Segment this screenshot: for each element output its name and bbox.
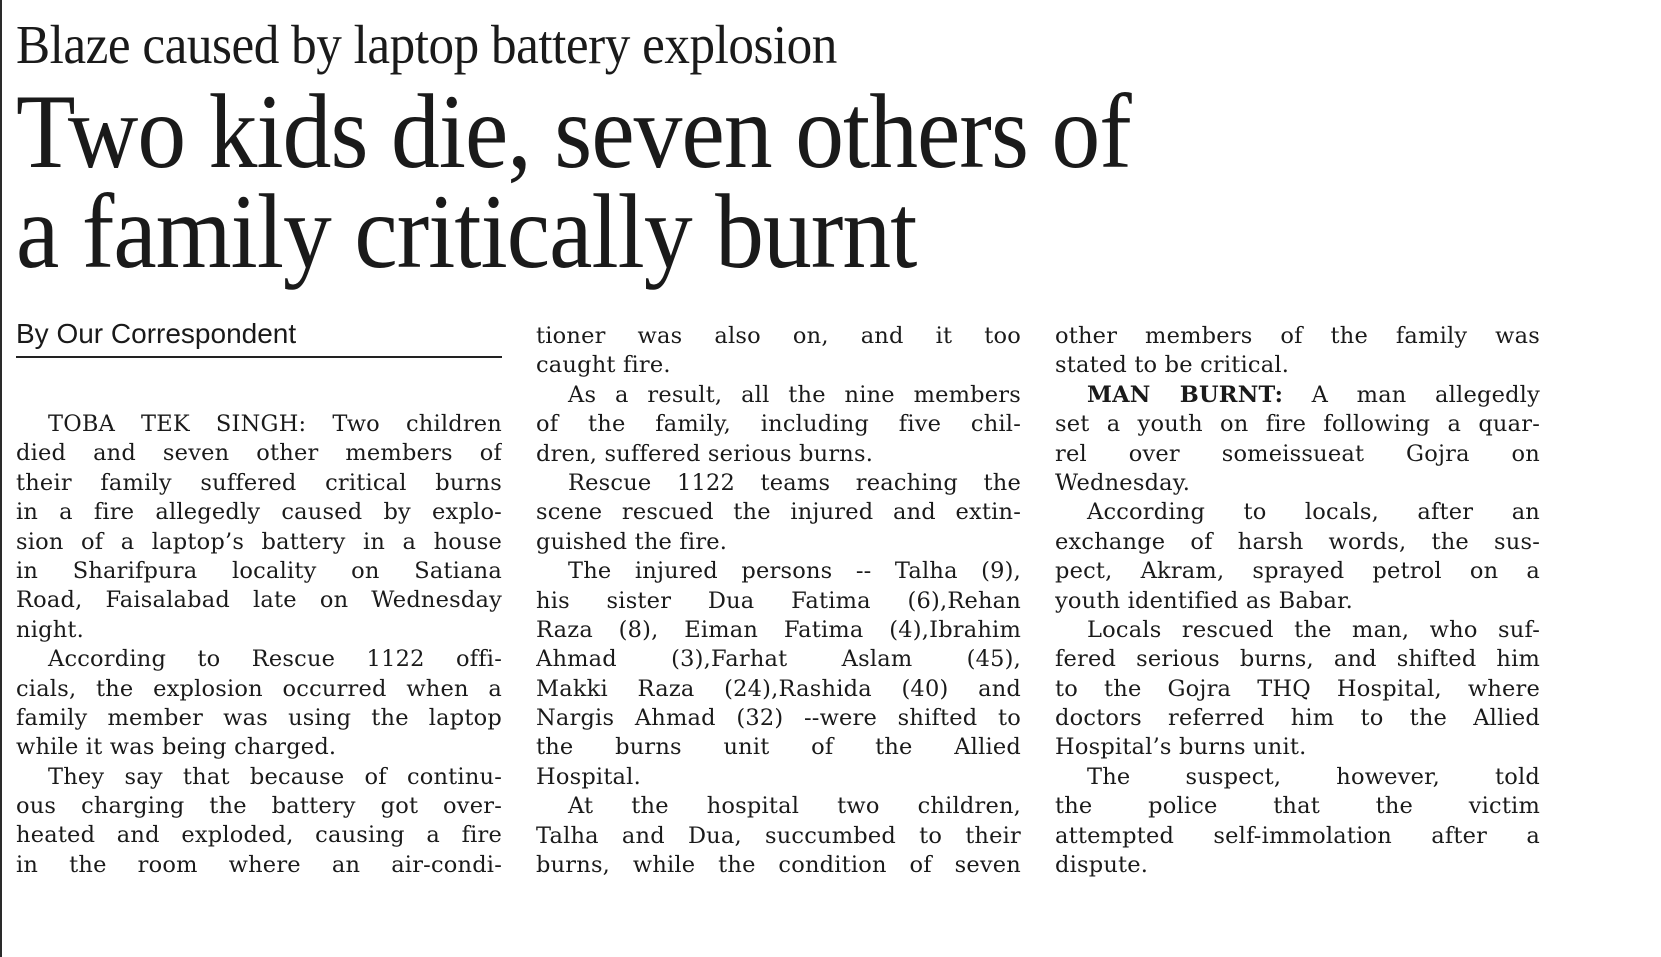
line-text: died and seven other members of	[16, 440, 502, 467]
line-text: Talha and Dua, succumbed to their	[536, 822, 1021, 849]
text-line	[536, 675, 1021, 704]
line-text: Locals rescued the man, who suf-	[1087, 616, 1540, 643]
line-text: ous charging the battery got over-	[16, 793, 502, 820]
text-line	[16, 528, 502, 557]
subhead-lead: MAN BURNT:	[1087, 381, 1284, 408]
line-text: caught fire.	[536, 352, 671, 379]
line-text: night.	[16, 616, 84, 643]
line-text: other members of the family was	[1055, 323, 1540, 349]
text-line	[1055, 792, 1540, 821]
line-text: They say that because of continu-	[48, 763, 502, 790]
text-line	[16, 792, 502, 821]
line-text: Hospital’s burns unit.	[1055, 734, 1307, 761]
line-text: The suspect, however, told	[1087, 763, 1540, 790]
line-text: while it was being charged.	[16, 734, 337, 761]
text-line	[16, 645, 502, 674]
line-text: As a result, all the nine members	[568, 381, 1021, 408]
text-line	[1055, 704, 1540, 733]
line-text: Ahmad (3),Farhat Aslam (45),	[536, 646, 1021, 673]
headline-line-2: a family critically burnt	[16, 173, 917, 290]
line-text: in Sharifpura locality on Satiana	[16, 557, 502, 584]
line-text: Hospital.	[536, 763, 641, 790]
line-text: Raza (8), Eiman Fatima (4),Ibrahim	[536, 616, 1021, 643]
article-column-3	[1055, 322, 1540, 880]
line-text: TOBA TEK SINGH: Two children	[48, 411, 502, 437]
line-text: At the hospital two children,	[568, 793, 1021, 820]
left-border-rule	[0, 0, 2, 957]
text-line	[16, 851, 502, 880]
text-line	[536, 733, 1021, 762]
text-line	[16, 821, 502, 850]
text-line	[16, 616, 502, 645]
line-text: burns, while the condition of seven	[536, 852, 1021, 879]
text-line	[1055, 851, 1540, 880]
line-text: The injured persons -- Talha (9),	[568, 558, 1021, 585]
line-text: fered serious burns, and shifted him	[1055, 646, 1540, 673]
text-line	[536, 498, 1021, 527]
kicker-headline: Blaze caused by laptop battery explosion	[16, 14, 837, 75]
line-text: Road, Faisalabad late on Wednesday	[16, 587, 502, 614]
text-line	[1055, 587, 1540, 616]
text-line	[536, 851, 1021, 880]
line-text: family member was using the laptop	[16, 704, 502, 731]
line-text: in a fire allegedly caused by explo-	[16, 499, 502, 526]
line-text: dispute.	[1055, 852, 1149, 879]
line-text: stated to be critical.	[1055, 352, 1290, 379]
text-line	[1055, 557, 1540, 586]
line-text: Makki Raza (24),Rashida (40) and	[536, 675, 1021, 702]
text-line	[536, 381, 1021, 410]
text-line	[536, 351, 1021, 380]
text-line	[1055, 322, 1540, 351]
line-text: A man allegedly	[1283, 381, 1540, 408]
text-line	[1055, 675, 1540, 704]
text-line	[1055, 381, 1540, 410]
text-line	[536, 557, 1021, 586]
line-text: the burns unit of the Allied	[536, 734, 1021, 761]
text-line	[536, 763, 1021, 792]
text-line	[536, 587, 1021, 616]
article-column-2	[536, 322, 1021, 880]
text-line	[16, 763, 502, 792]
line-text: Wednesday.	[1055, 469, 1191, 496]
text-line	[1055, 528, 1540, 557]
line-text: set a youth on fire following a quar-	[1055, 411, 1540, 438]
text-line	[536, 704, 1021, 733]
text-line	[16, 704, 502, 733]
text-line	[16, 675, 502, 704]
line-text: to the Gojra THQ Hospital, where	[1055, 675, 1540, 702]
text-line	[16, 586, 502, 615]
headline-line-1: Two kids die, seven others of	[16, 73, 1131, 190]
line-text: dren, suffered serious burns.	[536, 440, 874, 467]
text-line	[1055, 616, 1540, 645]
text-line	[16, 498, 502, 527]
text-line	[536, 792, 1021, 821]
text-line	[1055, 763, 1540, 792]
line-text: their family suffered critical burns	[16, 469, 502, 496]
line-text: heated and exploded, causing a fire	[16, 822, 502, 849]
line-text: tioner was also on, and it too	[536, 323, 1021, 349]
line-text: in the room where an air-condi-	[16, 851, 502, 878]
line-text: of the family, including five chil-	[536, 411, 1021, 438]
line-text: According to locals, after an	[1087, 499, 1540, 526]
line-text: cials, the explosion occurred when a	[16, 675, 502, 702]
text-line	[1055, 410, 1540, 439]
text-line	[16, 557, 502, 586]
text-line	[1055, 440, 1540, 469]
byline: By Our Correspondent	[16, 316, 502, 358]
line-text: youth identified as Babar.	[1055, 587, 1353, 614]
text-line	[1055, 733, 1540, 762]
text-line	[536, 410, 1021, 439]
text-line	[16, 410, 502, 439]
text-line	[536, 528, 1021, 557]
line-text: According to Rescue 1122 offi-	[48, 646, 502, 673]
text-line	[16, 733, 502, 762]
line-text: his sister Dua Fatima (6),Rehan	[536, 587, 1021, 614]
text-line	[16, 469, 502, 498]
text-line	[536, 440, 1021, 469]
article-column-1	[16, 410, 502, 880]
text-line	[1055, 822, 1540, 851]
text-line	[1055, 645, 1540, 674]
text-line	[1055, 469, 1540, 498]
line-text: pect, Akram, sprayed petrol on a	[1055, 558, 1540, 585]
text-line	[536, 616, 1021, 645]
main-headline	[16, 73, 1131, 290]
text-line	[16, 439, 502, 468]
line-text: doctors referred him to the Allied	[1055, 705, 1540, 732]
line-text: Rescue 1122 teams reaching the	[568, 469, 1021, 496]
text-line	[536, 645, 1021, 674]
line-text: Nargis Ahmad (32) --were shifted to	[536, 705, 1021, 732]
line-text: attempted self-immolation after a	[1055, 822, 1540, 849]
line-text: guished the fire.	[536, 528, 728, 555]
line-text: sion of a laptop’s battery in a house	[16, 528, 502, 555]
text-line	[1055, 498, 1540, 527]
text-line	[536, 322, 1021, 351]
line-text: the police that the victim	[1055, 793, 1540, 820]
line-text: rel over someissueat Gojra on	[1055, 440, 1540, 467]
text-line	[536, 822, 1021, 851]
line-text: scene rescued the injured and extin-	[536, 499, 1021, 526]
text-line	[1055, 351, 1540, 380]
text-line	[536, 469, 1021, 498]
line-text: exchange of harsh words, the sus-	[1055, 528, 1540, 555]
